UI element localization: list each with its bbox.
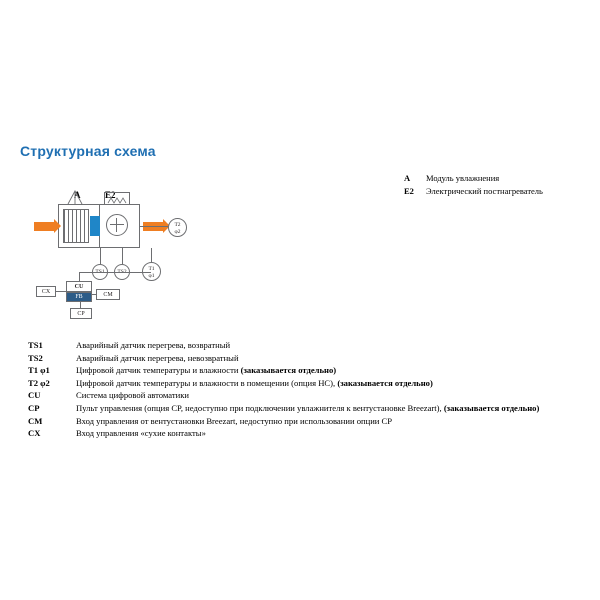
box-cu: CU [66, 281, 92, 292]
water-section [90, 216, 100, 236]
line-cu-up [79, 272, 80, 281]
legend-desc-bold: (заказывается отдельно) [443, 402, 540, 413]
legend-top [404, 172, 543, 198]
label-module-a: A [74, 190, 81, 200]
legend-top-row [404, 185, 543, 198]
legend-code: T1 φ1 [28, 365, 50, 376]
legend-code: CP [28, 402, 40, 413]
legend-row-t2 [20, 378, 580, 390]
legend-row-cx [20, 428, 580, 440]
legend-top-code: E2 [404, 186, 414, 196]
fan-icon [66, 190, 84, 205]
heater-circle-icon [106, 214, 128, 236]
legend-desc [76, 340, 580, 352]
legend-desc-text: Вход управления от вентустановки Breezart, недоступно при использовании опции CP [76, 415, 393, 426]
legend-desc-bold: (заказывается отдельно) [337, 377, 433, 388]
legend-desc [76, 390, 580, 402]
line-ts1 [100, 248, 101, 264]
legend-code: CU [28, 390, 41, 401]
legend-desc-text: Аварийный датчик перегрева, невозвратный [76, 352, 239, 363]
box-cx: CX [36, 286, 56, 297]
box-cp: CP [70, 308, 92, 319]
line-ts2 [122, 248, 123, 264]
line-t2 [140, 226, 168, 227]
airflow-arrow-in [34, 222, 54, 231]
legend-desc [76, 428, 580, 440]
humidifier-coil [63, 209, 89, 243]
legend-desc-text: Вход управления «сухие контакты» [76, 428, 206, 439]
legend-code: TS1 [28, 340, 43, 350]
legend-row-ts1 [20, 340, 580, 352]
line-cx-cu [56, 291, 66, 292]
legend-top-desc: Модуль увлажнения [426, 173, 500, 183]
legend-desc [76, 365, 580, 377]
legend-main [20, 340, 580, 441]
legend-code: T2 φ2 [28, 377, 50, 388]
legend-row-cp [20, 403, 580, 415]
legend-desc-text: Цифровой датчик температуры и влажности в помещении (опция HC), [76, 377, 338, 388]
box-cm: CM [96, 289, 120, 300]
legend-row-cm [20, 416, 580, 428]
legend-row-cu [20, 390, 580, 402]
legend-desc [76, 353, 580, 365]
legend-top-desc: Электрический постнагреватель [426, 186, 543, 196]
sensor-bubble-t1: T1 φ1 [142, 262, 161, 281]
legend-desc [76, 416, 580, 428]
box-fb: FB [66, 292, 92, 302]
legend-top-row [404, 172, 543, 185]
legend-code: TS2 [28, 352, 43, 363]
sensor-bubble-t2: T2 φ2 [168, 218, 187, 237]
legend-desc-text: Пульт управления (опция CP, недоступно при подключении увлажнителя к вентустановке Breezart), [76, 402, 444, 413]
legend-row-ts2 [20, 353, 580, 365]
line-bus-horizontal [79, 272, 151, 273]
legend-top-code: A [404, 173, 411, 183]
legend-code: CX [28, 428, 41, 439]
label-module-e2: E2 [105, 190, 116, 200]
legend-row-t1 [20, 365, 580, 377]
legend-code: CM [28, 415, 43, 426]
legend-desc [76, 403, 580, 415]
legend-desc-text: Цифровой датчик температуры и влажности [76, 365, 241, 376]
legend-desc-text: Система цифровой автоматики [76, 390, 189, 401]
legend-desc-bold: (заказывается отдельно) [240, 365, 337, 376]
schematic-diagram [30, 190, 230, 325]
legend-desc-text: Аварийный датчик перегрева, возвратный [76, 340, 231, 350]
line-t1 [151, 248, 152, 262]
legend-desc [76, 378, 580, 390]
page-title: Структурная схема [20, 143, 156, 159]
